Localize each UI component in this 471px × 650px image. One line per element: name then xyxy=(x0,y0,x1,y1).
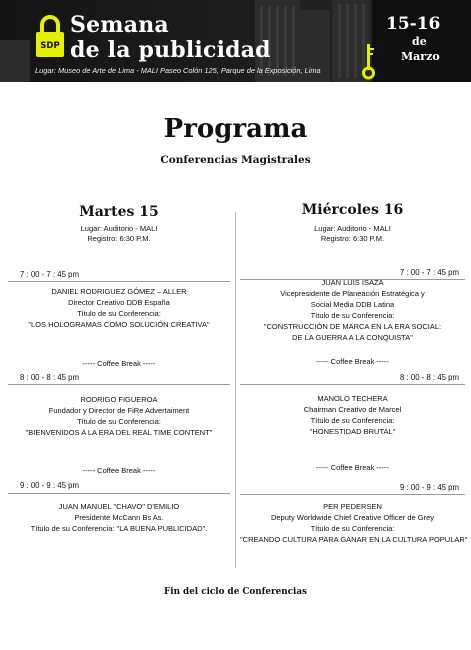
miercoles-rule-3 xyxy=(240,494,465,495)
miercoles-talk-1b: DE LA GUERRA A LA CONQUISTA" xyxy=(292,333,413,342)
miercoles-talk-label-2: Título de su Conferencia: xyxy=(310,416,395,425)
event-dates: 15-16 xyxy=(386,14,441,34)
martes-time-slot-1: 7 : 00 - 7 : 45 pm xyxy=(20,270,79,279)
day-heading-martes: Martes 15 xyxy=(79,204,159,220)
miercoles-role-2: Chairman Creativo de Marcel xyxy=(303,405,402,414)
martes-coffee-break-2: ----- Coffee Break ----- xyxy=(82,466,156,475)
martes-speaker-1: DANIEL RODRIGUEZ GÓMEZ – ALLER xyxy=(51,287,187,296)
martes-role-1: Director Creativo DDB España xyxy=(68,298,170,307)
miercoles-registro: Registro: 6:30 P.M. xyxy=(320,234,385,243)
miercoles-time-slot-1: 7 : 00 - 7 : 45 pm xyxy=(400,268,459,277)
martes-talk-label-1: Título de su Conferencia: xyxy=(77,309,161,318)
martes-time-slot-2: 8 : 00 - 8 : 45 pm xyxy=(20,373,79,382)
miercoles-role-1b: Social Media DDB Latina xyxy=(310,300,395,309)
martes-speaker-3: JUAN MANUEL "CHAVO" D'EMILIO xyxy=(58,502,180,511)
miercoles-talk-2: "HONESTIDAD BRUTAL" xyxy=(309,427,396,436)
miercoles-role-3: Deputy Worldwide Chief Creative Officer de Grey xyxy=(270,513,435,522)
martes-rule-2 xyxy=(8,384,230,385)
program-footer: Fin del ciclo de Conferencias xyxy=(164,587,307,597)
martes-talk-3: Título de su Conferencia: "LA BUENA PUBLICIDAD". xyxy=(30,524,208,533)
martes-talk-label-2: Título de su Conferencia: xyxy=(77,417,161,426)
martes-registro: Registro: 6:30 P.M. xyxy=(87,234,151,243)
miercoles-coffee-break-1: ----- Coffee Break ----- xyxy=(316,357,389,366)
miercoles-time-slot-3: 9 : 00 - 9 : 45 pm xyxy=(400,483,459,492)
logo-text: SDP xyxy=(40,41,60,51)
day-heading-miercoles: Miércoles 16 xyxy=(301,202,404,218)
martes-role-2: Fundador y Director de FiRe Advertaiment xyxy=(48,406,190,415)
miercoles-talk-1a: "CONSTRUCCIÓN DE MARCA EN LA ERA SOCIAL: xyxy=(263,322,442,331)
event-dates-de: de xyxy=(412,35,427,48)
martes-role-3: Presidente McCann Bs As. xyxy=(74,513,164,522)
program-title: Programa xyxy=(163,114,308,144)
miercoles-talk-label-1: Título de su Conferencia: xyxy=(310,311,395,320)
miercoles-talk-3: "CREANDO CULTURA PARA GANAR EN LA CULTURA POPULAR" xyxy=(240,535,468,544)
event-title-line2: de la publicidad xyxy=(70,37,271,63)
martes-talk-1: "LOS HOLOGRAMAS COMO SOLUCIÓN CREATIVA" xyxy=(28,320,210,329)
martes-speaker-2: RODRIGO FIGUEROA xyxy=(80,395,158,404)
miercoles-column xyxy=(240,0,468,650)
martes-time-slot-3: 9 : 00 - 9 : 45 pm xyxy=(20,481,79,490)
miercoles-time-slot-2: 8 : 00 - 8 : 45 pm xyxy=(400,373,459,382)
program-subtitle: Conferencias Magistrales xyxy=(160,154,311,166)
miercoles-speaker-3: PER PEDERSEN xyxy=(323,502,382,511)
martes-rule-1 xyxy=(8,281,230,282)
miercoles-talk-label-3: Título de su Conferencia: xyxy=(310,524,395,533)
event-venue: Lugar: Museo de Arte de Lima - MALI Paseo Colón 125, Parque de la Exposición, Lima xyxy=(35,66,321,75)
miercoles-speaker-2: MANOLO TECHERA xyxy=(317,394,388,403)
miercoles-place: Lugar: Auditorio - MALI xyxy=(314,224,391,233)
column-divider xyxy=(235,212,236,568)
martes-place: Lugar: Auditorio - MALI xyxy=(80,224,158,233)
martes-rule-3 xyxy=(8,493,230,494)
miercoles-role-1a: Vicepresidente de Planeación Estratégica y xyxy=(280,289,425,298)
miercoles-coffee-break-2: ----- Coffee Break ----- xyxy=(316,463,389,472)
event-title-line1: Semana xyxy=(70,12,169,38)
martes-talk-2: "BIENVENIDOS A LA ERA DEL REAL TIME CONTENT" xyxy=(25,428,213,437)
miercoles-speaker-1: JUAN LUIS ISAZA xyxy=(321,278,384,287)
martes-column xyxy=(8,0,230,650)
martes-coffee-break-1: ----- Coffee Break ----- xyxy=(82,359,156,368)
event-month: Marzo xyxy=(401,50,440,63)
miercoles-rule-2 xyxy=(240,384,465,385)
